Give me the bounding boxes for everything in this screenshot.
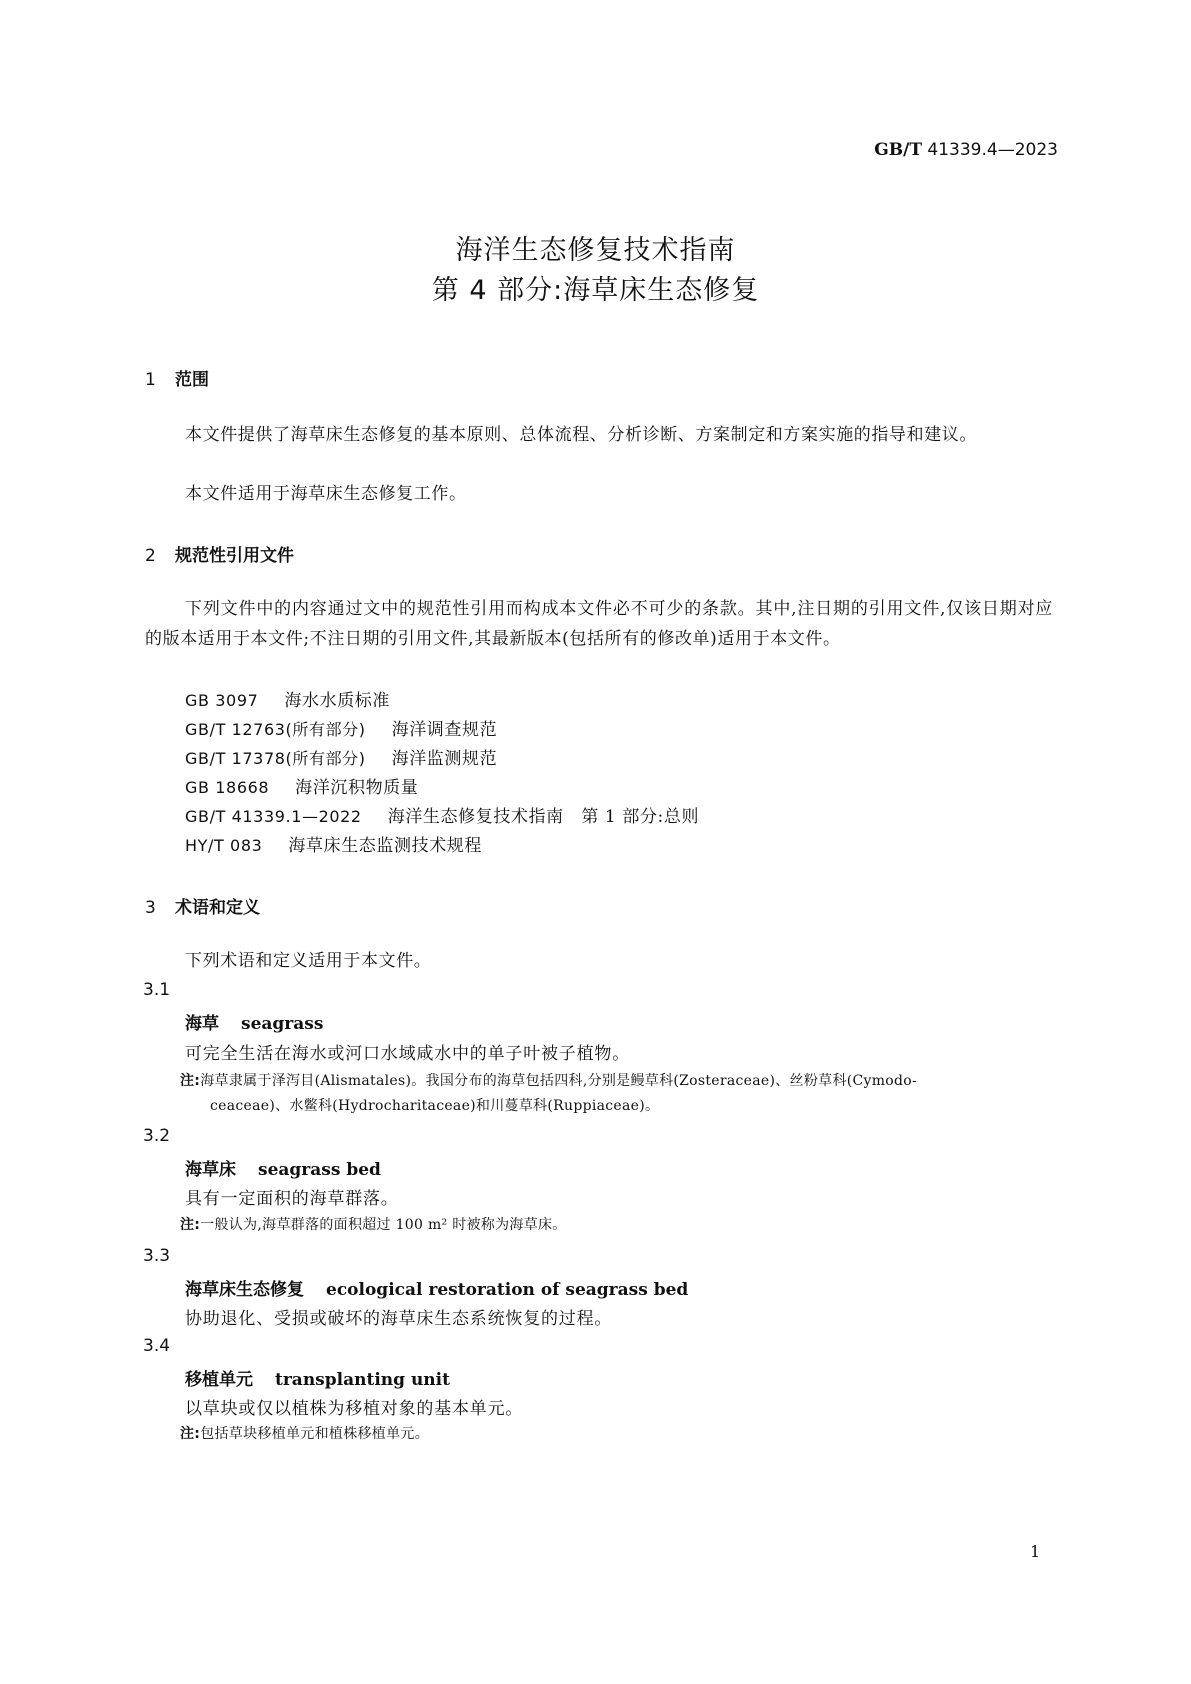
term-definition: 以草块或仅以植株为移植对象的基本单元。	[185, 1399, 524, 1419]
term-chinese: 移植单元	[185, 1370, 253, 1390]
standard-number: 41339.4—2023	[927, 140, 1058, 160]
document-title-line1: 海洋生态修复技术指南	[455, 235, 736, 266]
reference-title: 海洋调查规范	[391, 720, 498, 740]
section-title: 范围	[175, 370, 209, 390]
term-english: seagrass	[241, 1014, 324, 1034]
note-text: 一般认为,海草群落的面积超过 100 m² 时被称为海草床。	[200, 1217, 567, 1233]
reference-title: 海水水质标准	[284, 691, 390, 711]
document-title-line2: 第 4 部分:海草床生态修复	[431, 275, 760, 306]
term-definition: 具有一定面积的海草群落。	[185, 1189, 399, 1209]
normative-reference	[185, 715, 497, 740]
section-1-heading	[145, 365, 209, 390]
normative-reference	[185, 773, 418, 798]
section-number: 3	[145, 898, 156, 918]
term-english: seagrass bed	[258, 1160, 381, 1180]
section-3-heading	[145, 893, 260, 918]
term-definition: 可完全生活在海水或河口水域咸水中的单子叶被子植物。	[185, 1044, 630, 1064]
term-chinese: 海草床生态修复	[185, 1280, 304, 1300]
section-1-paragraph-1: 本文件提供了海草床生态修复的基本原则、总体流程、分析诊断、方案制定和方案实施的指导和建议。	[185, 425, 977, 445]
reference-title: 海草床生态监测技术规程	[288, 836, 483, 856]
normative-reference	[185, 686, 390, 711]
reference-code: GB/T 17378(所有部分)	[185, 749, 366, 768]
reference-code: GB 3097	[185, 691, 259, 710]
term-note	[180, 1069, 1056, 1119]
standard-prefix: GB/T	[874, 140, 923, 160]
reference-code: GB/T 41339.1—2022	[185, 807, 362, 826]
term-number: 3.3	[143, 1246, 171, 1266]
normative-reference	[185, 802, 699, 827]
term-heading	[185, 1275, 688, 1300]
term-heading	[185, 1365, 450, 1390]
term-definition: 协助退化、受损或破坏的海草床生态系统恢复的过程。	[185, 1309, 613, 1329]
section-1-paragraph-2: 本文件适用于海草床生态修复工作。	[185, 484, 467, 504]
term-chinese: 海草床	[185, 1160, 236, 1180]
term-english: transplanting unit	[275, 1370, 450, 1390]
term-chinese: 海草	[185, 1014, 219, 1034]
reference-code: HY/T 083	[185, 836, 263, 855]
note-text: 海草隶属于泽泻目(Alismatales)。我国分布的海草包括四科,分别是鳗草科(Zosteraceae)、丝粉草科(Cymodo-	[200, 1073, 918, 1089]
section-2-heading	[145, 541, 294, 566]
section-2-paragraph-1: 下列文件中的内容通过文中的规范性引用而构成本文件必不可少的条款。其中,注日期的引用文件,仅该日期对应的版本适用于本文件;不注日期的引用文件,其最新版本(包括所有的修改单)适用于本文件。	[145, 599, 1053, 649]
reference-title: 海洋生态修复技术指南 第 1 部分:总则	[387, 807, 700, 827]
document-number	[874, 140, 1058, 160]
term-number: 3.4	[143, 1336, 171, 1356]
term-number: 3.2	[143, 1126, 171, 1146]
page-number: 1	[1030, 1542, 1041, 1561]
section-3-intro: 下列术语和定义适用于本文件。	[185, 951, 432, 971]
reference-title: 海洋沉积物质量	[295, 778, 419, 798]
reference-code: GB/T 12763(所有部分)	[185, 720, 366, 739]
note-text: 包括草块移植单元和植株移植单元。	[200, 1426, 430, 1442]
term-english: ecological restoration of seagrass bed	[326, 1280, 689, 1300]
term-note	[180, 1213, 1056, 1238]
reference-code: GB 18668	[185, 778, 270, 797]
section-title: 规范性引用文件	[175, 546, 294, 566]
note-label: 注:	[180, 1073, 201, 1089]
section-title: 术语和定义	[175, 898, 260, 918]
normative-reference	[185, 831, 482, 856]
term-number: 3.1	[143, 980, 171, 1000]
term-heading	[185, 1155, 381, 1180]
note-text-continued: ceaceae)、水鳖科(Hydrocharitaceae)和川蔓草科(Ruppiaceae)。	[210, 1098, 660, 1114]
note-label: 注:	[180, 1217, 201, 1233]
normative-reference	[185, 744, 497, 769]
term-note	[180, 1422, 1056, 1447]
section-number: 2	[145, 546, 156, 566]
note-label: 注:	[180, 1426, 201, 1442]
section-number: 1	[145, 370, 156, 390]
reference-title: 海洋监测规范	[391, 749, 498, 769]
term-heading	[185, 1009, 323, 1034]
